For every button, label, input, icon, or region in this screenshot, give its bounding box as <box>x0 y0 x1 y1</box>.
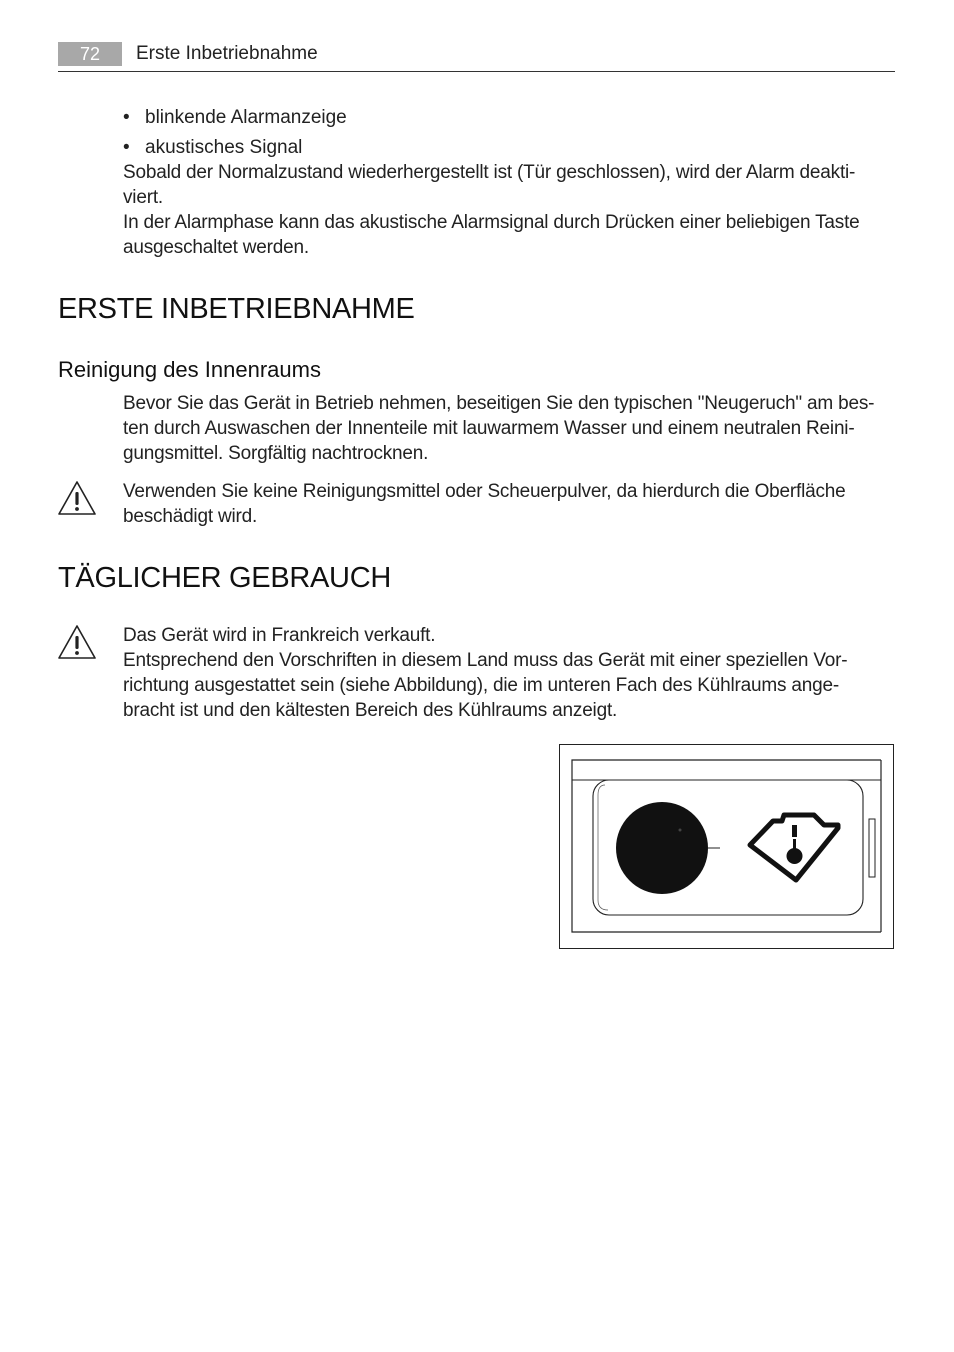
bullet-item <box>123 135 302 160</box>
cold-zone-symbol <box>750 815 838 880</box>
text-line: In der Alarmphase kann das akustische Alarmsignal durch Drücken einer beliebigen Taste <box>123 212 860 233</box>
text-line: Entsprechend den Vorschriften in diesem Land muss das Gerät mit einer speziellen Vor- <box>123 650 848 671</box>
text-line: Sobald der Normalzustand wiederhergestellt ist (Tür geschlossen), wird der Alarm deakti- <box>123 162 856 183</box>
text-line: viert. <box>123 187 163 208</box>
text-line: bracht ist und den kältesten Bereich des Kühlraums anzeigt. <box>123 700 618 721</box>
section-title-taeglicher-gebrauch: TÄGLICHER GEBRAUCH <box>58 562 391 594</box>
text-line: ten durch Auswaschen der Innenteile mit lauwarmem Wasser und einem neutralen Reini- <box>123 418 855 439</box>
text-line: richtung ausgestattet sein (siehe Abbildung), die im unteren Fach des Kühlraums ange- <box>123 675 839 696</box>
bullet-dot: • <box>123 107 130 128</box>
bullet-dot: • <box>123 137 130 158</box>
text-line: Verwenden Sie keine Reinigungsmittel oder Scheuerpulver, da hierdurch die Oberfläche <box>123 481 846 502</box>
warning-triangle-icon <box>57 624 97 660</box>
bullet-text: akustisches Signal <box>145 137 303 158</box>
cleaning-warning <box>123 479 846 529</box>
indicator-dot <box>616 802 708 894</box>
france-warning <box>123 623 847 723</box>
page-header <box>58 40 895 72</box>
cleaning-paragraph <box>123 391 874 466</box>
running-title: Erste Inbetriebnahme <box>136 43 318 64</box>
subsection-title-reinigung: Reinigung des Innenraums <box>58 357 321 382</box>
text-line: Das Gerät wird in Frankreich verkauft. <box>123 625 436 646</box>
warning-triangle-icon <box>57 480 97 516</box>
text-line: gungsmittel. Sorgfältig nachtrocknen. <box>123 443 429 464</box>
bullet-item <box>123 105 347 130</box>
section-title-erste-inbetriebnahme: ERSTE INBETRIEBNAHME <box>58 293 415 325</box>
text-line: Bevor Sie das Gerät in Betrieb nehmen, beseitigen Sie den typischen "Neugeruch" am bes- <box>123 393 875 414</box>
temperature-indicator-figure <box>559 744 894 949</box>
text-line: beschädigt wird. <box>123 506 258 527</box>
page-number: 72 <box>58 42 122 66</box>
text-line: ausgeschaltet werden. <box>123 237 309 258</box>
alarm-paragraph <box>123 160 860 260</box>
bullet-text: blinkende Alarmanzeige <box>145 107 347 128</box>
temperature-indicator-illustration <box>560 745 893 948</box>
